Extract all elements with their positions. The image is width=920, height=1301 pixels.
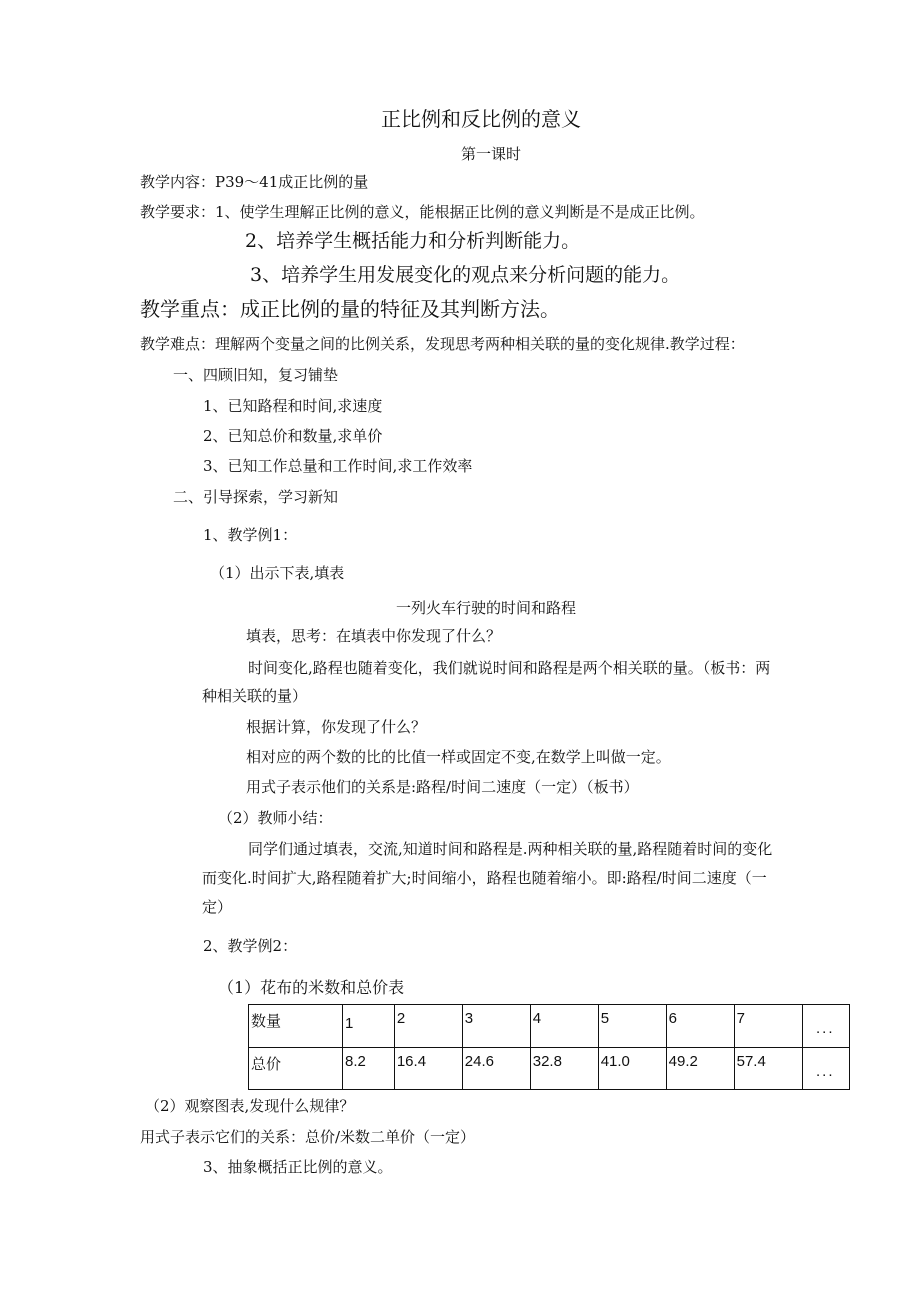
table1-caption: 一列火车行驶的时间和路程 [396,599,577,617]
review-item-1: 1、已知路程和时间,求速度 [203,397,383,415]
total-cell: 24.6 [462,1048,530,1090]
section1-heading: 一、四顾旧知，复习铺垫 [173,366,339,384]
teaching-requirement-3: 3、培养学生用发展变化的观点来分析问题的能力。 [250,264,681,286]
table-row-quantity [249,1005,850,1048]
quantity-cell: ... [802,1005,849,1048]
row-label-total: 总价 [249,1048,343,1090]
teaching-content: 教学内容：P39～41成正比例的量 [140,173,369,191]
summary-line1: 同学们通过填表，交流,知道时间和路程是.两种相关联的量,路程随着时间的变化 [248,840,773,858]
total-cell: 49.2 [666,1048,734,1090]
total-cell: ... [802,1048,849,1090]
cloth-price-table [248,1004,850,1090]
formula-line: 用式子表示它们的关系：总价/米数二单价（一定） [140,1128,476,1146]
table2-caption: （1）花布的米数和总价表 [218,978,405,997]
review-item-2: 2、已知总价和数量,求单价 [203,427,383,445]
difficulty: 教学难点：理解两个变量之间的比例关系，发现思考两种相关联的量的变化规律.教学过程： [140,335,745,353]
paragraph-5: 用式子表示他们的关系是:路程/时间二速度（一定）（板书） [246,778,639,796]
paragraph-3: 根据计算，你发现了什么？ [246,718,427,736]
abstract-heading: 3、抽象概括正比例的意义。 [203,1158,393,1176]
summary-line2: 而变化.时间扩大,路程随着扩大;时间缩小，路程也随着缩小。即:路程/时间二速度（一 [202,869,767,887]
step2: （2）教师小结： [218,809,333,827]
row-label-quantity: 数量 [249,1005,343,1048]
table-row-total [249,1048,850,1090]
step1: （1）出示下表,填表 [210,564,345,582]
quantity-cell: 3 [462,1005,530,1048]
total-cell: 8.2 [343,1048,395,1090]
observe-prompt: （2）观察图表,发现什么规律？ [145,1097,355,1115]
total-cell: 41.0 [598,1048,666,1090]
teaching-requirement-2: 2、培养学生概括能力和分析判断能力。 [245,230,581,252]
paragraph-2-line1: 时间变化,路程也随着变化，我们就说时间和路程是两个相关联的量。（板书：两 [248,659,771,677]
page-title: 正比例和反比例的意义 [381,107,581,131]
section2-heading: 二、引导探索，学习新知 [173,488,339,506]
quantity-cell: 6 [666,1005,734,1048]
quantity-cell: 1 [343,1005,395,1048]
example2-heading: 2、教学例2： [203,937,298,955]
key-point: 教学重点：成正比例的量的特征及其判断方法。 [140,297,560,321]
quantity-cell: 7 [734,1005,802,1048]
total-cell: 57.4 [734,1048,802,1090]
paragraph-2-line2: 种相关联的量） [202,687,308,705]
quantity-cell: 4 [530,1005,598,1048]
quantity-cell: 2 [394,1005,462,1048]
paragraph-4: 相对应的两个数的比的比值一样或固定不变,在数学上叫做一定。 [246,748,671,766]
review-item-3: 3、已知工作总量和工作时间,求工作效率 [203,457,473,475]
teaching-requirement-1: 教学要求：1、使学生理解正比例的意义，能根据正比例的意义判断是不是成正比例。 [140,203,705,221]
total-cell: 16.4 [394,1048,462,1090]
summary-line3: 定） [202,898,233,916]
quantity-cell: 5 [598,1005,666,1048]
total-cell: 32.8 [530,1048,598,1090]
example1-heading: 1、教学例1： [203,526,298,544]
lesson-subtitle: 第一课时 [461,145,522,163]
paragraph-1: 填表，思考：在填表中你发现了什么？ [246,627,502,645]
